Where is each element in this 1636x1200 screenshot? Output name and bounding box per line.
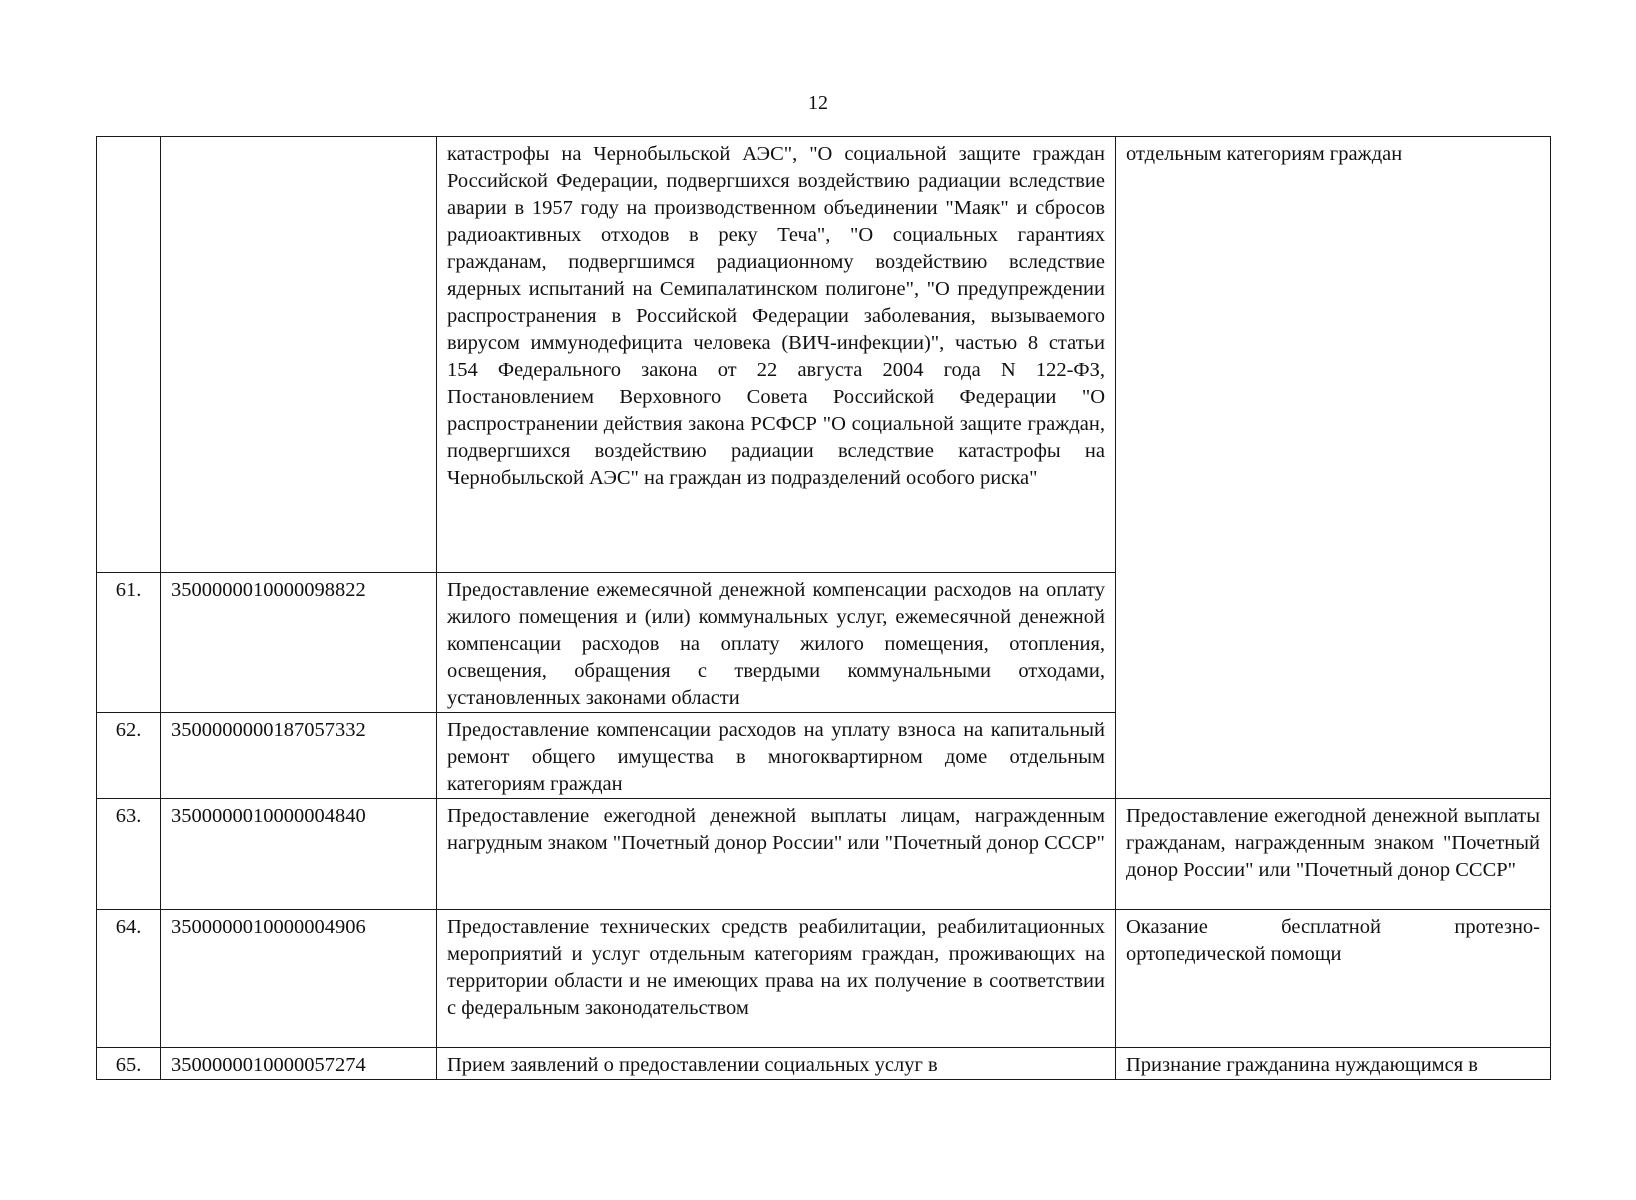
row-service: Предоставление ежегодной денежной выплаты гражданам, награжденным знаком "Почетный донор России" или "Почетный донор СССР"	[1116, 799, 1551, 910]
table-row	[97, 910, 1551, 1048]
services-table	[96, 136, 1551, 1080]
row-number: 65.	[97, 1048, 161, 1080]
row-code: 3500000010000098822	[161, 573, 437, 713]
table-row	[97, 799, 1551, 910]
row-code: 3500000010000004906	[161, 910, 437, 1048]
row-number: 63.	[97, 799, 161, 910]
table-row	[97, 137, 1551, 573]
row-service: Признание гражданина нуждающимся в	[1116, 1048, 1551, 1080]
row-code	[161, 137, 437, 573]
row-code: 3500000010000004840	[161, 799, 437, 910]
row-description: Предоставление технических средств реабилитации, реабилитационных мероприятий и услуг отдельным категориям граждан, проживающих на территории области и не имеющих права на их получение в соответствии с федеральным законодательством	[437, 910, 1116, 1048]
row-number: 62.	[97, 713, 161, 799]
table-row	[97, 1048, 1551, 1080]
row-code: 3500000000187057332	[161, 713, 437, 799]
row-number: 64.	[97, 910, 161, 1048]
row-number: 61.	[97, 573, 161, 713]
row-description: Предоставление ежемесячной денежной компенсации расходов на оплату жилого помещения и (или) коммунальных услуг, ежемесячной денежной компенсации расходов на оплату жилого помещения, отопления, освещения, обращения с твердыми коммунальными отходами, установленных законами области	[437, 573, 1116, 713]
row-service: Оказание бесплатной протезно-ортопедической помощи	[1116, 910, 1551, 1048]
row-code: 3500000010000057274	[161, 1048, 437, 1080]
row-service: отдельным категориям граждан	[1116, 137, 1551, 799]
row-description: Предоставление ежегодной денежной выплаты лицам, награжденным нагрудным знаком "Почетный донор России" или "Почетный донор СССР"	[437, 799, 1116, 910]
page-number: 12	[808, 92, 828, 114]
row-number	[97, 137, 161, 573]
row-description: Прием заявлений о предоставлении социальных услуг в	[437, 1048, 1116, 1080]
row-description: катастрофы на Чернобыльской АЭС", "О социальной защите граждан Российской Федерации, подвергшихся воздействию радиации вследствие аварии в 1957 году на производственном объединении "Маяк" и сбросов радиоактивных отходов в реку Теча", "О социальных гарантиях гражданам, подвергшимся радиационному воздействию вследствие ядерных испытаний на Семипалатинском полигоне", "О предупреждении распространения в Российской Федерации заболевания, вызываемого вирусом иммунодефицита человека (ВИЧ-инфекции)", частью 8 статьи 154 Федерального закона от 22 августа 2004 года N 122-ФЗ, Постановлением Верховного Совета Российской Федерации "О распространении действия закона РСФСР "О социальной защите граждан, подвергшихся воздействию радиации вследствие катастрофы на Чернобыльской АЭС" на граждан из подразделений особого риска"	[437, 137, 1116, 573]
row-description: Предоставление компенсации расходов на уплату взноса на капитальный ремонт общего имущества в многоквартирном доме отдельным категориям граждан	[437, 713, 1116, 799]
